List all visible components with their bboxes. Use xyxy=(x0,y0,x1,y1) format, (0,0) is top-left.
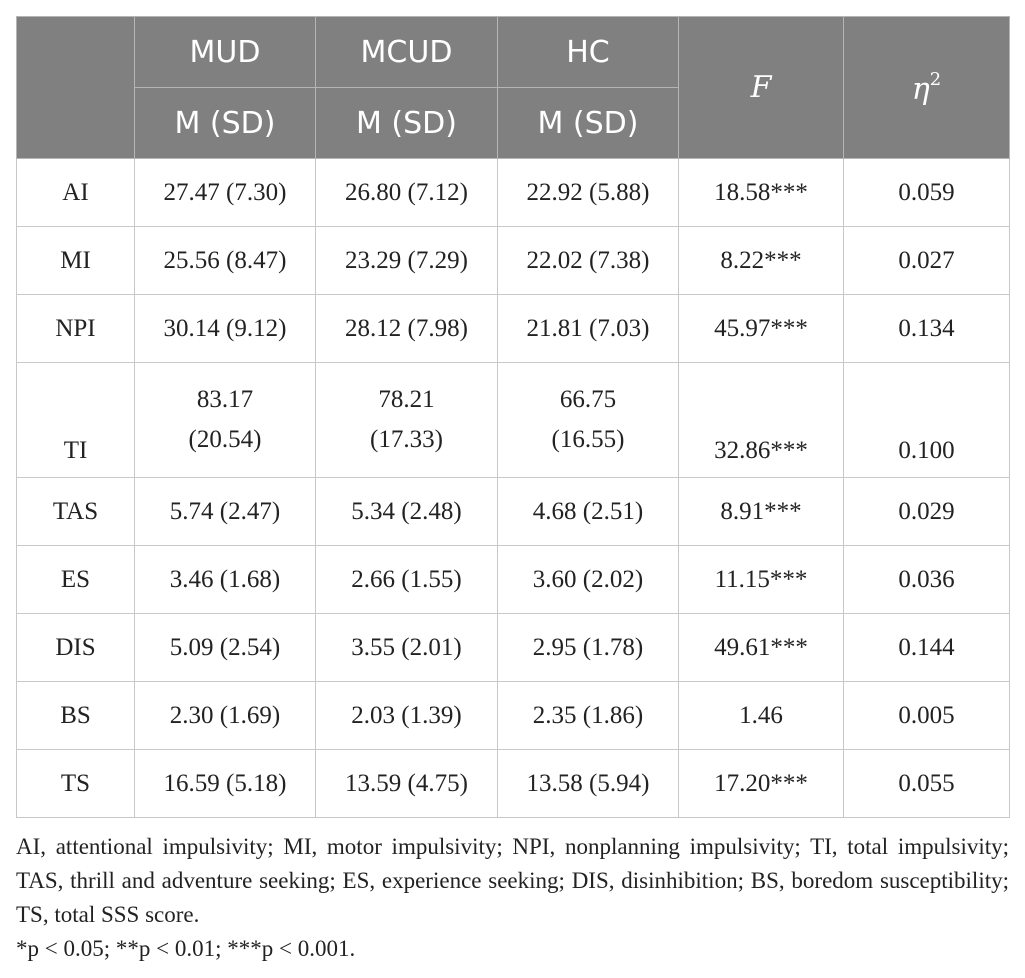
eta-value: 0.027 xyxy=(844,227,1010,295)
eta-symbol: η xyxy=(911,71,930,107)
mcud-value: 3.55 (2.01) xyxy=(316,614,498,682)
header-blank-cell xyxy=(17,17,135,159)
mud-value: 25.56 (8.47) xyxy=(135,227,316,295)
eta-value: 0.144 xyxy=(844,614,1010,682)
header-mcud-msd: M (SD) xyxy=(316,88,498,159)
mcud-value: 26.80 (7.12) xyxy=(316,159,498,227)
mcud-value: 13.59 (4.75) xyxy=(316,750,498,818)
header-hc-msd: M (SD) xyxy=(498,88,679,159)
hc-value: 2.95 (1.78) xyxy=(498,614,679,682)
hc-value: 13.58 (5.94) xyxy=(498,750,679,818)
hc-value: 22.02 (7.38) xyxy=(498,227,679,295)
f-value: 17.20*** xyxy=(679,750,844,818)
significance-note: *p < 0.05; **p < 0.01; ***p < 0.001. xyxy=(16,936,356,961)
table-row xyxy=(17,478,1010,546)
eta-value: 0.005 xyxy=(844,682,1010,750)
eta-value: 0.059 xyxy=(844,159,1010,227)
header-f: F xyxy=(679,17,844,159)
row-label: MI xyxy=(17,227,135,295)
hc-value: 3.60 (2.02) xyxy=(498,546,679,614)
eta-value: 0.029 xyxy=(844,478,1010,546)
mcud-value: 2.03 (1.39) xyxy=(316,682,498,750)
hc-mean: 66.75 xyxy=(559,386,617,413)
mud-value xyxy=(135,363,316,478)
mcud-value: 5.34 (2.48) xyxy=(316,478,498,546)
f-value: 18.58*** xyxy=(679,159,844,227)
row-label: TAS xyxy=(17,478,135,546)
mcud-value: 2.66 (1.55) xyxy=(316,546,498,614)
header-hc: HC xyxy=(498,17,679,88)
mud-value: 16.59 (5.18) xyxy=(135,750,316,818)
mcud-mean: 78.21 xyxy=(378,386,435,413)
f-value: 1.46 xyxy=(679,682,844,750)
header-eta-squared xyxy=(844,17,1010,159)
table-footnotes xyxy=(16,830,1009,966)
f-value: 8.22*** xyxy=(679,227,844,295)
table-row xyxy=(17,159,1010,227)
table-body xyxy=(17,159,1010,818)
f-value: 8.91*** xyxy=(679,478,844,546)
header-mcud: MCUD xyxy=(316,17,498,88)
mud-value: 5.74 (2.47) xyxy=(135,478,316,546)
header-mud-msd: M (SD) xyxy=(135,88,316,159)
hc-sd: (16.55) xyxy=(551,426,625,453)
eta-value: 0.055 xyxy=(844,750,1010,818)
eta-value: 0.134 xyxy=(844,295,1010,363)
mcud-sd: (17.33) xyxy=(370,426,443,453)
hc-value: 22.92 (5.88) xyxy=(498,159,679,227)
table-container xyxy=(16,16,1009,966)
f-value: 45.97*** xyxy=(679,295,844,363)
table-row xyxy=(17,227,1010,295)
mcud-value: 23.29 (7.29) xyxy=(316,227,498,295)
f-value: 49.61*** xyxy=(679,614,844,682)
mud-value: 3.46 (1.68) xyxy=(135,546,316,614)
hc-value: 2.35 (1.86) xyxy=(498,682,679,750)
table-row xyxy=(17,546,1010,614)
table-header xyxy=(17,17,1010,159)
mud-value: 2.30 (1.69) xyxy=(135,682,316,750)
f-value: 11.15*** xyxy=(679,546,844,614)
mcud-value xyxy=(316,363,498,478)
mud-mean: 83.17 xyxy=(196,386,254,413)
row-label: BS xyxy=(17,682,135,750)
header-mud: MUD xyxy=(135,17,316,88)
table-row xyxy=(17,750,1010,818)
mcud-value: 28.12 (7.98) xyxy=(316,295,498,363)
table-row xyxy=(17,363,1010,478)
hc-value: 4.68 (2.51) xyxy=(498,478,679,546)
f-value: 32.86*** xyxy=(679,363,844,478)
hc-value: 21.81 (7.03) xyxy=(498,295,679,363)
abbreviations-note: AI, attentional impulsivity; MI, motor impulsivity; NPI, nonplanning impulsivity; TI, total impulsivity; TAS, thrill and adventure seeking; ES, experience seeking; DIS, disinhibition; BS, boredom susceptibility; TS, total SSS score. xyxy=(16,834,1009,927)
row-label: TI xyxy=(17,363,135,478)
eta-superscript: 2 xyxy=(929,68,942,90)
table-row xyxy=(17,614,1010,682)
results-table xyxy=(16,16,1010,818)
hc-value xyxy=(498,363,679,478)
row-label: DIS xyxy=(17,614,135,682)
eta-value: 0.100 xyxy=(844,363,1010,478)
mud-value: 30.14 (9.12) xyxy=(135,295,316,363)
table-row xyxy=(17,682,1010,750)
mud-sd: (20.54) xyxy=(188,426,262,453)
table-row xyxy=(17,295,1010,363)
mud-value: 27.47 (7.30) xyxy=(135,159,316,227)
mud-value: 5.09 (2.54) xyxy=(135,614,316,682)
row-label: TS xyxy=(17,750,135,818)
row-label: AI xyxy=(17,159,135,227)
eta-value: 0.036 xyxy=(844,546,1010,614)
row-label: NPI xyxy=(17,295,135,363)
row-label: ES xyxy=(17,546,135,614)
